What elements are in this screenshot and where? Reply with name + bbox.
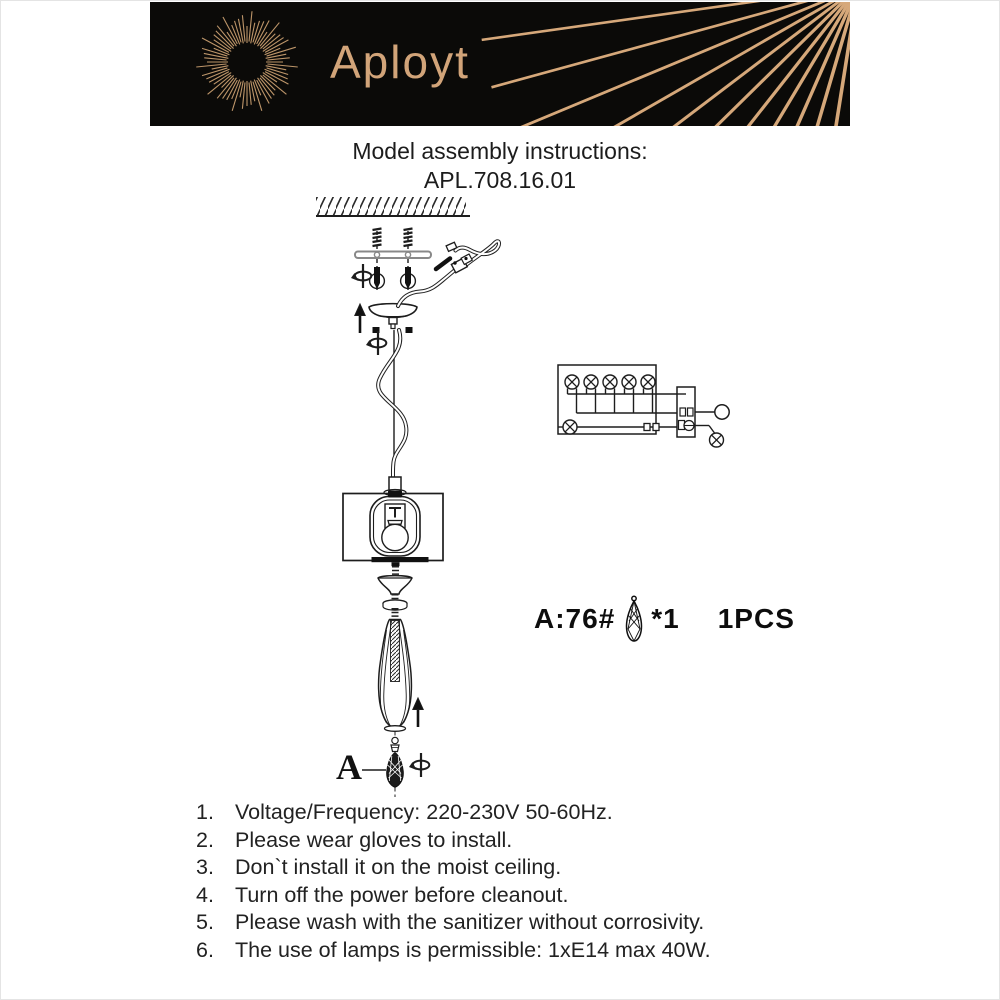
switch-symbol: [715, 405, 729, 419]
instruction-number: 1.: [196, 800, 214, 824]
instruction-item: [196, 854, 876, 882]
title-line1: Model assembly instructions:: [352, 138, 648, 164]
mounting-bracket: [355, 252, 431, 259]
lamp-symbol: [565, 375, 579, 389]
parts-legend: [534, 594, 795, 644]
instruction-item: [196, 882, 876, 910]
instruction-number: 5.: [196, 910, 214, 935]
pcs-count: 1PCS: [717, 603, 795, 634]
crystal-a: [387, 753, 404, 788]
rotate-icon: [409, 753, 429, 777]
lamp-symbol: [603, 375, 617, 389]
instruction-item: [196, 799, 876, 827]
brand-name: Aployt: [330, 36, 470, 88]
mounting-screws: [351, 229, 431, 291]
instruction-number: 6.: [196, 937, 214, 962]
lamp-symbol: [622, 375, 636, 389]
instruction-text: Don`t install it on the moist ceiling.: [235, 855, 562, 880]
lamp-symbol: [584, 375, 598, 389]
lamp-symbol: [641, 375, 655, 389]
instruction-text: Voltage/Frequency: 220-230V 50-60Hz.: [235, 800, 613, 824]
light-bulb: [382, 524, 408, 550]
instruction-text: Please wear gloves to install.: [235, 827, 513, 852]
lamp-shade-assembly: [343, 477, 443, 566]
instruction-text: The use of lamps is permissible: 1xE14 max 40W.: [235, 937, 711, 962]
crystal-pendant-assembly: [362, 566, 429, 797]
instructions-list: [196, 799, 876, 965]
instruction-text: Please wash with the sanitizer without corrosivity.: [235, 910, 705, 935]
screw-icon: [370, 229, 385, 291]
rotate-icon: [351, 264, 371, 288]
model-number: APL.708.16.01: [423, 167, 577, 193]
instruction-number: 4.: [196, 882, 214, 907]
lamp-symbol: [710, 433, 724, 447]
instruction-item: [196, 827, 876, 855]
ceiling-surface: [316, 197, 470, 216]
part-code: A:76#: [534, 603, 616, 634]
ceiling-canopy: [355, 304, 417, 355]
power-wire: [378, 241, 499, 477]
wiring-diagram: [558, 365, 729, 447]
rotate-icon: [366, 331, 386, 355]
crystal-drop-icon: [621, 595, 647, 643]
lamp-symbol: [563, 420, 577, 434]
instruction-item: [196, 909, 876, 937]
part-quantity: *1: [651, 603, 680, 634]
instruction-number: 2.: [196, 827, 214, 852]
screw-icon: [401, 229, 416, 291]
instruction-item: [196, 937, 876, 965]
part-a-label: A: [336, 747, 362, 787]
instruction-number: 3.: [196, 855, 214, 880]
instruction-text: Turn off the power before cleanout.: [235, 882, 569, 907]
arrow-up-icon: [355, 304, 365, 333]
arrow-up-icon: [413, 698, 423, 727]
